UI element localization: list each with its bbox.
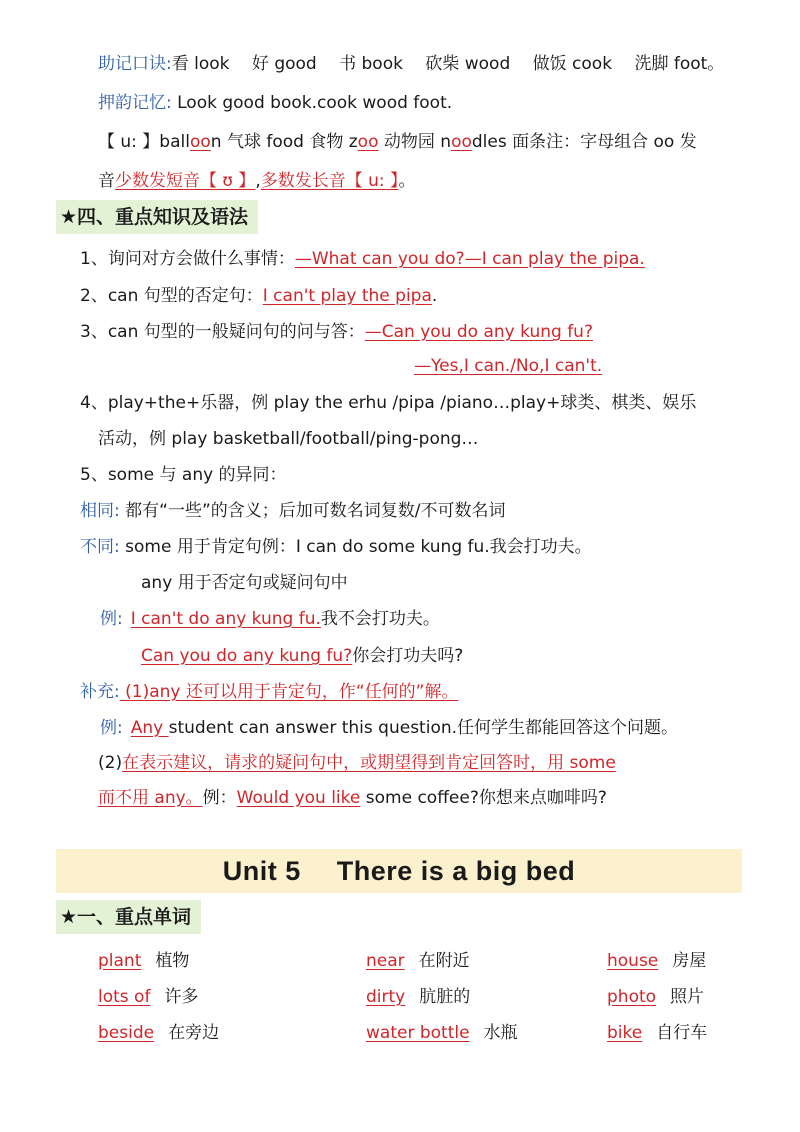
vocab-item (98, 1019, 219, 1047)
supplement-label: 补充: (80, 682, 120, 702)
diff-label: 不同: (80, 537, 120, 557)
phonics-text: 音 (98, 171, 115, 191)
note-example-en: Would you like (236, 788, 361, 808)
vocab-zh: 自行车 (656, 1023, 708, 1043)
example-rest: student can answer this question.任何学生都能回答这个问题。 (168, 718, 679, 738)
phonics-text: n 气球 food 食物 z (210, 132, 358, 152)
phonics-short-sound: 少数发短音【 ʊ 】 (115, 171, 256, 191)
point-3 (80, 318, 593, 346)
vocab-en: near (366, 951, 405, 971)
point-3-answer-2 (414, 352, 602, 380)
phonics-text: dles 面条注：字母组合 oo 发 (471, 132, 697, 152)
note-text: 在表示建议，请求的疑问句中，或期望得到肯定回答时，用 some (122, 753, 616, 773)
vocab-en: plant (98, 951, 142, 971)
example-zh: 我不会打功夫。 (320, 609, 440, 629)
mnemonic-line (98, 50, 724, 78)
diff-line-2: any 用于否定句或疑问句中 (141, 573, 348, 593)
diff-text: some 用于肯定句例：I can do some kung fu.我会打功夫。 (119, 537, 592, 557)
vocab-en: beside (98, 1023, 155, 1043)
vocab-zh: 在旁边 (168, 1023, 220, 1043)
point-1 (80, 245, 645, 273)
vocab-item (607, 1019, 707, 1047)
mnemonic-text: 看 look 好 good 书 book 砍柴 wood 做饭 cook 洗脚 foot。 (171, 54, 725, 74)
point-prefix: 3、can 句型的一般疑问句的问与答： (80, 322, 365, 342)
note-example-label: 例： (202, 788, 237, 808)
point-prefix: 1、询问对方会做什么事情： (80, 249, 295, 269)
phonics-highlight: oo (451, 132, 472, 152)
point-4-line-1: 4、play+the+乐器，例 play the erhu /pipa /piano…play+球类、棋类、娱乐 (80, 393, 697, 413)
phonics-text: , (255, 171, 261, 191)
vocab-zh: 肮脏的 (419, 987, 471, 1007)
vocab-en: photo (607, 987, 657, 1007)
supplement-line (80, 678, 459, 706)
point-suffix: . (431, 286, 438, 306)
point-answer: —Yes,I can./No,I can't. (414, 356, 603, 376)
phonics-line-1 (98, 128, 697, 156)
note-number: (2) (98, 753, 123, 773)
vocab-zh: 水瓶 (483, 1023, 518, 1043)
vocab-en: dirty (366, 987, 406, 1007)
note-text: 而不用 any。 (98, 788, 203, 808)
example-label: 例: (100, 609, 123, 629)
example-line-2 (141, 642, 463, 670)
example-line-3 (100, 714, 678, 742)
point-4-line-2: 活动，例 play basketball/football/ping-pong… (98, 429, 479, 449)
rhyme-label: 押韵记忆: (98, 93, 172, 113)
vocab-en: lots of (98, 987, 151, 1007)
unit-banner (56, 849, 742, 893)
vocab-zh: 在附近 (418, 951, 470, 971)
section-heading: ★四、重点知识及语法 (56, 200, 258, 234)
vocab-item (607, 947, 706, 975)
vocab-en: bike (607, 1023, 643, 1043)
phonics-line-2 (98, 167, 416, 195)
example-en: Any (130, 718, 169, 738)
example-line-1 (100, 605, 440, 633)
phonics-text: 【 u: 】ball (98, 132, 190, 152)
example-label: 例: (100, 718, 123, 738)
same-label: 相同: (80, 501, 120, 521)
phonics-highlight: oo (357, 132, 379, 152)
vocab-zh: 许多 (164, 987, 199, 1007)
vocab-en: water bottle (366, 1023, 470, 1043)
point-2 (80, 282, 437, 310)
phonics-text: 动物园 n (378, 132, 452, 152)
point-5: 5、some 与 any 的异同： (80, 465, 287, 485)
vocab-zh: 植物 (155, 951, 190, 971)
supplement-text: (1)any 还可以用于肯定句，作“任何的”解。 (119, 682, 459, 702)
vocab-zh: 照片 (670, 987, 705, 1007)
note-example-rest: some coffee?你想来点咖啡吗? (360, 788, 607, 808)
vocab-item (98, 947, 189, 975)
example-en: I can't do any kung fu. (130, 609, 321, 629)
note-2-line-1 (98, 749, 616, 777)
vocab-item (607, 983, 704, 1011)
same-line (80, 497, 505, 525)
rhyme-text: Look good book.cook wood foot. (171, 93, 453, 113)
point-answer: —What can you do?—I can play the pipa. (294, 249, 645, 269)
mnemonic-label: 助记口诀: (98, 54, 172, 74)
point-prefix: 2、can 句型的否定句： (80, 286, 263, 306)
diff-line (80, 533, 592, 561)
example-en: Can you do any kung fu? (141, 646, 353, 666)
phonics-text: 。 (398, 171, 416, 191)
vocab-item (366, 1019, 518, 1047)
rhyme-line (98, 89, 452, 117)
same-text: 都有“一些”的含义；后加可数名词复数/不可数名词 (119, 501, 506, 521)
phonics-highlight: oo (189, 132, 211, 152)
unit-title: There is a big bed (336, 856, 576, 886)
section-heading: ★一、重点单词 (56, 900, 201, 934)
note-2-line-2 (98, 784, 607, 812)
vocab-en: house (607, 951, 659, 971)
vocab-zh: 房屋 (672, 951, 707, 971)
point-answer: —Can you do any kung fu? (364, 322, 593, 342)
example-zh: 你会打功夫吗? (352, 646, 464, 666)
vocab-item (366, 983, 470, 1011)
vocab-item (366, 947, 470, 975)
vocab-item (98, 983, 198, 1011)
unit-number: Unit 5 (222, 856, 301, 886)
phonics-long-sound: 多数发长音【 u: 】 (260, 171, 399, 191)
point-answer: I can't play the pipa (262, 286, 432, 306)
